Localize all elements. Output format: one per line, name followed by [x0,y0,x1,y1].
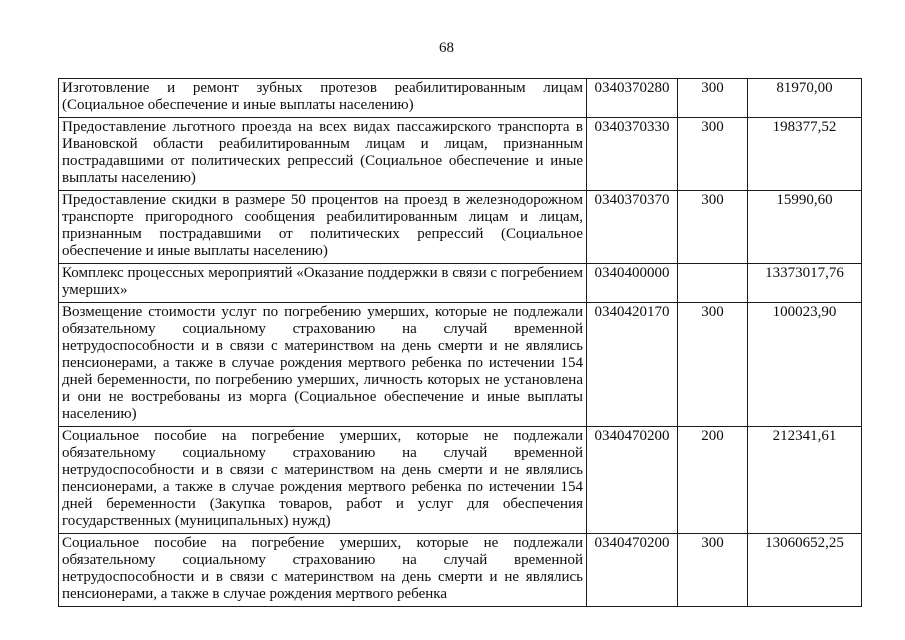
amount-cell: 15990,60 [748,191,862,264]
table-row [59,427,862,534]
expense-type-code-cell: 300 [678,534,748,607]
expense-name-cell: Изготовление и ремонт зубных протезов реабилитированным лицам (Социальное обеспечение и иные выплаты населению) [59,79,587,118]
expense-name-cell: Предоставление скидки в размере 50 процентов на проезд в железнодорожном транспорте пригородного сообщения реабилитированным лицам и лицам, признанным пострадавшими от политических репрессий (Социальное обеспечение и иные выплаты населению) [59,191,587,264]
page-number: 68 [439,40,454,56]
amount-cell: 13060652,25 [748,534,862,607]
table-row [59,79,862,118]
expense-name-cell: Возмещение стоимости услуг по погребению умерших, которые не подлежали обязательному социальному страхованию на случай временной нетрудоспособности и в связи с материнством на день смерти и не являлись пенсионерами, а также в случае рождения мертвого ребенка по истечении 154 дней беременности, по погребению умерших, личность которых не установлена и они не востребованы из морга (Социальное обеспечение и иные выплаты населению) [59,303,587,427]
expense-name-cell: Предоставление льготного проезда на всех видах пассажирского транспорта в Ивановской области реабилитированным лицам и лицам, признанным пострадавшими от политических репрессий (Социальное обеспечение и иные выплаты населению) [59,118,587,191]
table-row [59,534,862,607]
expense-name-cell: Социальное пособие на погребение умерших, которые не подлежали обязательному социальному страхованию на случай временной нетрудоспособности и в связи с материнством на день смерти и не являлись пенсионерами, а также в случае рождения мертвого ребенка по истечении 154 дней беременности (Закупка товаров, работ и услуг для обеспечения государственных (муниципальных) нужд) [59,427,587,534]
expense-type-code-cell: 200 [678,427,748,534]
target-item-code-cell: 0340420170 [587,303,678,427]
budget-table [58,78,862,607]
target-item-code-cell: 0340470200 [587,534,678,607]
target-item-code-cell: 0340370370 [587,191,678,264]
expense-name-cell: Социальное пособие на погребение умерших, которые не подлежали обязательному социальному страхованию на случай временной нетрудоспособности и в связи с материнством на день смерти и не являлись пенсионерами, а также в случае рождения мертвого ребенка [59,534,587,607]
amount-cell: 100023,90 [748,303,862,427]
target-item-code-cell: 0340370280 [587,79,678,118]
expense-type-code-cell: 300 [678,79,748,118]
table-row [59,303,862,427]
amount-cell: 13373017,76 [748,264,862,303]
table-row [59,118,862,191]
expense-type-code-cell [678,264,748,303]
target-item-code-cell: 0340470200 [587,427,678,534]
target-item-code-cell: 0340370330 [587,118,678,191]
expense-name-cell: Комплекс процессных мероприятий «Оказание поддержки в связи с погребением умерших» [59,264,587,303]
target-item-code-cell: 0340400000 [587,264,678,303]
table-row [59,191,862,264]
expense-type-code-cell: 300 [678,303,748,427]
expense-type-code-cell: 300 [678,118,748,191]
expense-type-code-cell: 300 [678,191,748,264]
table-row [59,264,862,303]
amount-cell: 212341,61 [748,427,862,534]
amount-cell: 198377,52 [748,118,862,191]
amount-cell: 81970,00 [748,79,862,118]
